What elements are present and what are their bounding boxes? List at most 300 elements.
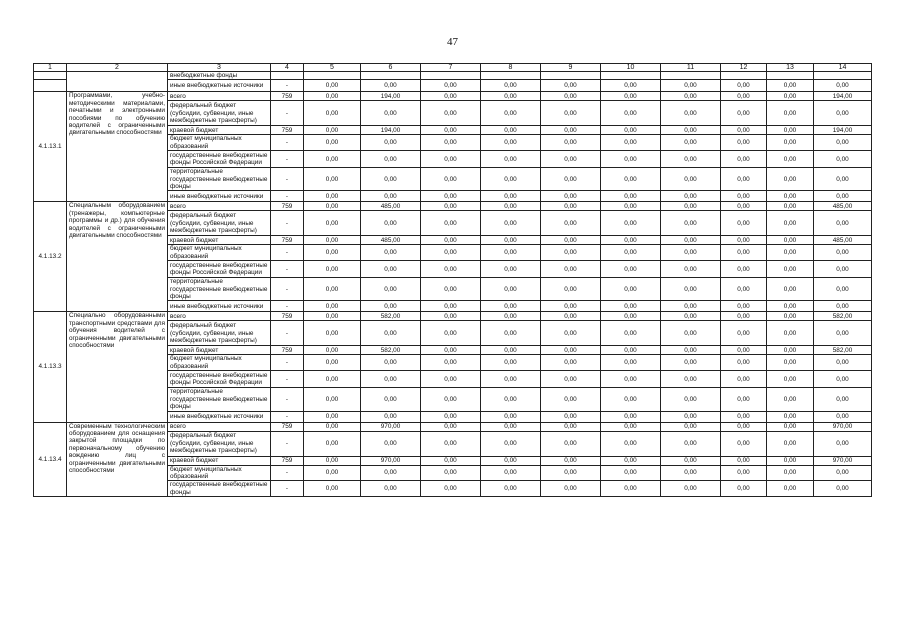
value-cell: 0,00: [361, 431, 421, 456]
value-cell: 0,00: [421, 465, 481, 481]
value-cell: 0,00: [721, 80, 767, 92]
funding-source: краевой бюджет: [168, 126, 271, 135]
value-cell: 0,00: [541, 388, 601, 411]
value-cell: -: [271, 355, 304, 371]
funding-source: территориальные государственные внебюджетные фонды: [168, 278, 271, 301]
value-cell: 0,00: [361, 261, 421, 278]
value-cell: 0,00: [541, 151, 601, 168]
value-cell: 0,00: [767, 371, 814, 388]
value-cell: 0,00: [661, 202, 721, 211]
value-cell: 0,00: [814, 321, 872, 346]
value-cell: 0,00: [601, 346, 661, 355]
table-row: [34, 72, 872, 80]
value-cell: 0,00: [721, 312, 767, 321]
value-cell: 0,00: [767, 431, 814, 456]
value-cell: 0,00: [361, 80, 421, 92]
value-cell: -: [271, 431, 304, 456]
value-cell: 582,00: [361, 346, 421, 355]
value-cell: 0,00: [481, 245, 541, 261]
value-cell: 0,00: [661, 236, 721, 245]
value-cell: 759: [271, 126, 304, 135]
value-cell: 0,00: [304, 278, 361, 301]
value-cell: 0,00: [541, 236, 601, 245]
value-cell: -: [271, 371, 304, 388]
value-cell: 0,00: [481, 481, 541, 497]
value-cell: 0,00: [361, 211, 421, 236]
value-cell: 0,00: [361, 301, 421, 312]
value-cell: 0,00: [767, 151, 814, 168]
funding-source: бюджет муниципальных образований: [168, 355, 271, 371]
value-cell: 0,00: [304, 101, 361, 126]
value-cell: 0,00: [661, 431, 721, 456]
value-cell: [271, 72, 304, 80]
value-cell: 0,00: [361, 101, 421, 126]
value-cell: 0,00: [601, 371, 661, 388]
value-cell: 0,00: [601, 236, 661, 245]
value-cell: 0,00: [721, 245, 767, 261]
value-cell: 0,00: [661, 481, 721, 497]
funding-source: государственные внебюджетные фонды Российской Федерации: [168, 151, 271, 168]
value-cell: 0,00: [814, 411, 872, 422]
value-cell: 0,00: [481, 371, 541, 388]
value-cell: 759: [271, 312, 304, 321]
value-cell: 485,00: [814, 236, 872, 245]
funding-source: государственные внебюджетные фонды Российской Федерации: [168, 371, 271, 388]
column-header: 7: [421, 64, 481, 72]
value-cell: 0,00: [481, 191, 541, 202]
value-cell: 0,00: [767, 346, 814, 355]
value-cell: 0,00: [767, 355, 814, 371]
column-header: 9: [541, 64, 601, 72]
value-cell: 0,00: [481, 80, 541, 92]
value-cell: [601, 72, 661, 80]
program-name: Программами, учебно-методическими материалами, печатными и электронными пособиями по обучению водителей с ограниченными двигательными способностями: [67, 92, 168, 202]
value-cell: 0,00: [661, 278, 721, 301]
funding-source: территориальные государственные внебюджетные фонды: [168, 388, 271, 411]
value-cell: 0,00: [481, 312, 541, 321]
value-cell: 0,00: [661, 465, 721, 481]
value-cell: -: [271, 211, 304, 236]
value-cell: 0,00: [481, 168, 541, 191]
value-cell: 0,00: [304, 245, 361, 261]
value-cell: -: [271, 278, 304, 301]
funding-source: бюджет муниципальных образований: [168, 465, 271, 481]
value-cell: 0,00: [541, 465, 601, 481]
value-cell: 0,00: [421, 456, 481, 465]
value-cell: 0,00: [601, 456, 661, 465]
value-cell: 0,00: [661, 422, 721, 431]
value-cell: 0,00: [304, 211, 361, 236]
value-cell: 0,00: [721, 135, 767, 151]
budget-table: [33, 63, 872, 497]
value-cell: -: [271, 411, 304, 422]
value-cell: 485,00: [361, 202, 421, 211]
value-cell: 194,00: [814, 126, 872, 135]
value-cell: 970,00: [814, 456, 872, 465]
value-cell: 0,00: [541, 346, 601, 355]
value-cell: 0,00: [421, 321, 481, 346]
value-cell: 0,00: [721, 126, 767, 135]
value-cell: 0,00: [601, 168, 661, 191]
value-cell: 0,00: [661, 321, 721, 346]
value-cell: 0,00: [304, 151, 361, 168]
value-cell: 0,00: [481, 261, 541, 278]
value-cell: 0,00: [421, 126, 481, 135]
value-cell: 0,00: [481, 236, 541, 245]
value-cell: 0,00: [541, 411, 601, 422]
value-cell: 0,00: [721, 168, 767, 191]
value-cell: 0,00: [421, 211, 481, 236]
funding-source: краевой бюджет: [168, 346, 271, 355]
funding-source: бюджет муниципальных образований: [168, 245, 271, 261]
value-cell: 0,00: [601, 465, 661, 481]
value-cell: 0,00: [601, 245, 661, 261]
value-cell: 970,00: [814, 422, 872, 431]
value-cell: 0,00: [421, 261, 481, 278]
value-cell: -: [271, 481, 304, 497]
value-cell: 0,00: [541, 321, 601, 346]
value-cell: 0,00: [767, 80, 814, 92]
funding-source: федеральный бюджет (субсидии, субвенции, иные межбюджетные трансферты): [168, 321, 271, 346]
value-cell: 0,00: [767, 126, 814, 135]
value-cell: 0,00: [601, 411, 661, 422]
value-cell: 0,00: [721, 261, 767, 278]
value-cell: 0,00: [721, 456, 767, 465]
value-cell: 0,00: [767, 301, 814, 312]
value-cell: 0,00: [421, 168, 481, 191]
value-cell: 0,00: [767, 321, 814, 346]
value-cell: 0,00: [481, 456, 541, 465]
value-cell: 0,00: [601, 80, 661, 92]
value-cell: 0,00: [601, 101, 661, 126]
value-cell: 0,00: [541, 422, 601, 431]
value-cell: 0,00: [814, 151, 872, 168]
value-cell: 0,00: [661, 388, 721, 411]
value-cell: 0,00: [767, 312, 814, 321]
value-cell: 0,00: [304, 261, 361, 278]
value-cell: 0,00: [361, 465, 421, 481]
value-cell: 0,00: [541, 135, 601, 151]
funding-source: иные внебюджетные источники: [168, 191, 271, 202]
value-cell: 0,00: [421, 191, 481, 202]
value-cell: 0,00: [661, 346, 721, 355]
value-cell: 0,00: [361, 135, 421, 151]
value-cell: 0,00: [304, 202, 361, 211]
program-name: Современным технологическим оборудованием для оснащения закрытой площадки по первоначальному обучению вождению лиц с ограниченными двигательными способностями: [67, 422, 168, 497]
value-cell: [814, 72, 872, 80]
value-cell: 0,00: [814, 481, 872, 497]
funding-source: территориальные государственные внебюджетные фонды: [168, 168, 271, 191]
value-cell: [421, 72, 481, 80]
value-cell: 0,00: [814, 211, 872, 236]
value-cell: 0,00: [361, 191, 421, 202]
program-code: 4.1.13.1: [34, 92, 67, 202]
funding-source: всего: [168, 422, 271, 431]
value-cell: 0,00: [814, 135, 872, 151]
value-cell: -: [271, 191, 304, 202]
value-cell: 0,00: [814, 301, 872, 312]
value-cell: 0,00: [721, 481, 767, 497]
program-name-cell: [67, 72, 168, 92]
value-cell: 0,00: [814, 371, 872, 388]
value-cell: [361, 72, 421, 80]
value-cell: 0,00: [421, 411, 481, 422]
value-cell: 0,00: [661, 92, 721, 101]
value-cell: 0,00: [421, 80, 481, 92]
funding-source: иные внебюджетные источники: [168, 411, 271, 422]
value-cell: 0,00: [304, 191, 361, 202]
value-cell: 0,00: [361, 388, 421, 411]
column-header: 6: [361, 64, 421, 72]
value-cell: 0,00: [721, 92, 767, 101]
value-cell: 0,00: [304, 346, 361, 355]
value-cell: 0,00: [541, 312, 601, 321]
value-cell: 0,00: [361, 151, 421, 168]
value-cell: 0,00: [767, 135, 814, 151]
value-cell: 0,00: [541, 355, 601, 371]
value-cell: 0,00: [481, 151, 541, 168]
funding-source: государственные внебюджетные фонды: [168, 481, 271, 497]
value-cell: 0,00: [661, 80, 721, 92]
value-cell: 0,00: [361, 321, 421, 346]
column-header: 12: [721, 64, 767, 72]
column-header: 1: [34, 64, 67, 72]
value-cell: 0,00: [421, 278, 481, 301]
value-cell: 0,00: [721, 101, 767, 126]
value-cell: 0,00: [481, 431, 541, 456]
value-cell: 0,00: [541, 371, 601, 388]
value-cell: 0,00: [767, 456, 814, 465]
value-cell: 0,00: [767, 168, 814, 191]
value-cell: 0,00: [421, 355, 481, 371]
value-cell: 0,00: [661, 191, 721, 202]
value-cell: 0,00: [601, 355, 661, 371]
value-cell: 759: [271, 422, 304, 431]
value-cell: 0,00: [767, 101, 814, 126]
value-cell: 0,00: [814, 261, 872, 278]
value-cell: 0,00: [304, 312, 361, 321]
value-cell: 0,00: [601, 481, 661, 497]
value-cell: 0,00: [721, 388, 767, 411]
value-cell: 0,00: [661, 151, 721, 168]
value-cell: 0,00: [541, 80, 601, 92]
value-cell: 0,00: [481, 211, 541, 236]
value-cell: 0,00: [721, 321, 767, 346]
value-cell: 582,00: [361, 312, 421, 321]
value-cell: [767, 72, 814, 80]
value-cell: 0,00: [304, 135, 361, 151]
value-cell: 759: [271, 346, 304, 355]
value-cell: 0,00: [361, 371, 421, 388]
value-cell: 194,00: [814, 92, 872, 101]
value-cell: 0,00: [541, 101, 601, 126]
value-cell: 582,00: [814, 312, 872, 321]
value-cell: 0,00: [814, 431, 872, 456]
value-cell: 0,00: [661, 101, 721, 126]
funding-source: государственные внебюджетные фонды Российской Федерации: [168, 261, 271, 278]
value-cell: 759: [271, 92, 304, 101]
value-cell: 0,00: [304, 371, 361, 388]
value-cell: 0,00: [304, 481, 361, 497]
column-header: 8: [481, 64, 541, 72]
value-cell: 0,00: [601, 202, 661, 211]
value-cell: 0,00: [814, 465, 872, 481]
value-cell: 0,00: [481, 411, 541, 422]
value-cell: -: [271, 101, 304, 126]
value-cell: 0,00: [601, 126, 661, 135]
funding-source: федеральный бюджет (субсидии, субвенции, иные межбюджетные трансферты): [168, 431, 271, 456]
value-cell: 0,00: [421, 151, 481, 168]
value-cell: 0,00: [661, 261, 721, 278]
value-cell: 0,00: [721, 202, 767, 211]
value-cell: 0,00: [767, 411, 814, 422]
value-cell: 0,00: [541, 92, 601, 101]
value-cell: 0,00: [814, 278, 872, 301]
page-number: 47: [447, 36, 458, 48]
column-header: 14: [814, 64, 872, 72]
value-cell: 0,00: [721, 151, 767, 168]
value-cell: 194,00: [361, 126, 421, 135]
value-cell: 0,00: [304, 355, 361, 371]
value-cell: [721, 72, 767, 80]
value-cell: 0,00: [304, 301, 361, 312]
value-cell: 0,00: [814, 355, 872, 371]
value-cell: 0,00: [421, 135, 481, 151]
value-cell: 0,00: [421, 481, 481, 497]
funding-source: всего: [168, 202, 271, 211]
value-cell: 0,00: [661, 211, 721, 236]
value-cell: 759: [271, 236, 304, 245]
value-cell: 0,00: [481, 202, 541, 211]
value-cell: 0,00: [767, 92, 814, 101]
value-cell: 0,00: [767, 202, 814, 211]
value-cell: 0,00: [481, 135, 541, 151]
value-cell: 0,00: [721, 346, 767, 355]
value-cell: 0,00: [721, 211, 767, 236]
value-cell: 0,00: [304, 388, 361, 411]
funding-source: краевой бюджет: [168, 236, 271, 245]
column-header: 13: [767, 64, 814, 72]
program-code-cell: [34, 72, 67, 80]
value-cell: 0,00: [661, 312, 721, 321]
value-cell: 0,00: [814, 80, 872, 92]
funding-source: федеральный бюджет (субсидии, субвенции, иные межбюджетные трансферты): [168, 101, 271, 126]
value-cell: 0,00: [421, 371, 481, 388]
value-cell: 0,00: [721, 411, 767, 422]
value-cell: 0,00: [601, 431, 661, 456]
column-header-row: [34, 64, 872, 72]
table-row: [34, 422, 872, 431]
value-cell: 0,00: [304, 236, 361, 245]
value-cell: 0,00: [767, 211, 814, 236]
value-cell: 0,00: [814, 245, 872, 261]
value-cell: 0,00: [481, 422, 541, 431]
value-cell: 0,00: [601, 135, 661, 151]
value-cell: 0,00: [304, 126, 361, 135]
funding-source: всего: [168, 92, 271, 101]
value-cell: 0,00: [541, 202, 601, 211]
value-cell: [541, 72, 601, 80]
value-cell: 0,00: [421, 202, 481, 211]
value-cell: 0,00: [421, 312, 481, 321]
value-cell: 0,00: [361, 355, 421, 371]
value-cell: 0,00: [661, 245, 721, 261]
value-cell: 0,00: [304, 465, 361, 481]
value-cell: 0,00: [481, 346, 541, 355]
value-cell: 0,00: [421, 301, 481, 312]
value-cell: 0,00: [304, 168, 361, 191]
program-code-cell: [34, 80, 67, 92]
value-cell: 0,00: [361, 168, 421, 191]
value-cell: 0,00: [661, 371, 721, 388]
value-cell: 0,00: [541, 481, 601, 497]
value-cell: 0,00: [767, 236, 814, 245]
value-cell: 0,00: [721, 191, 767, 202]
value-cell: 0,00: [601, 321, 661, 346]
value-cell: 0,00: [814, 101, 872, 126]
value-cell: 0,00: [601, 191, 661, 202]
value-cell: 0,00: [767, 388, 814, 411]
value-cell: [304, 72, 361, 80]
value-cell: 0,00: [481, 101, 541, 126]
value-cell: 0,00: [601, 151, 661, 168]
column-header: 2: [67, 64, 168, 72]
value-cell: 0,00: [481, 321, 541, 346]
column-header: 5: [304, 64, 361, 72]
value-cell: 0,00: [421, 388, 481, 411]
value-cell: 0,00: [661, 355, 721, 371]
value-cell: 0,00: [361, 411, 421, 422]
program-name: Специальным оборудованием (тренажеры, компьютерные программы и др.) для обучения водителей с ограниченными двигательными способностями: [67, 202, 168, 312]
value-cell: -: [271, 301, 304, 312]
column-header: 4: [271, 64, 304, 72]
value-cell: 0,00: [421, 431, 481, 456]
value-cell: 0,00: [421, 236, 481, 245]
value-cell: 0,00: [721, 355, 767, 371]
value-cell: 0,00: [601, 388, 661, 411]
value-cell: 0,00: [661, 301, 721, 312]
table-row: [34, 312, 872, 321]
value-cell: 0,00: [541, 126, 601, 135]
value-cell: 0,00: [601, 301, 661, 312]
value-cell: 582,00: [814, 346, 872, 355]
funding-source: иные внебюджетные источники: [168, 80, 271, 92]
value-cell: 0,00: [481, 355, 541, 371]
value-cell: 0,00: [304, 80, 361, 92]
value-cell: 0,00: [304, 422, 361, 431]
funding-source: бюджет муниципальных образований: [168, 135, 271, 151]
value-cell: 485,00: [814, 202, 872, 211]
value-cell: 0,00: [721, 465, 767, 481]
value-cell: 0,00: [541, 431, 601, 456]
value-cell: 0,00: [541, 245, 601, 261]
funding-source: иные внебюджетные источники: [168, 301, 271, 312]
value-cell: 0,00: [481, 388, 541, 411]
value-cell: 0,00: [541, 168, 601, 191]
value-cell: 0,00: [361, 481, 421, 497]
value-cell: 0,00: [421, 346, 481, 355]
value-cell: 0,00: [481, 301, 541, 312]
value-cell: -: [271, 261, 304, 278]
table-row: [34, 202, 872, 211]
value-cell: 0,00: [767, 261, 814, 278]
value-cell: 0,00: [541, 301, 601, 312]
column-header: 3: [168, 64, 271, 72]
program-code: 4.1.13.3: [34, 312, 67, 422]
value-cell: 0,00: [361, 278, 421, 301]
value-cell: 0,00: [661, 456, 721, 465]
value-cell: 0,00: [721, 278, 767, 301]
